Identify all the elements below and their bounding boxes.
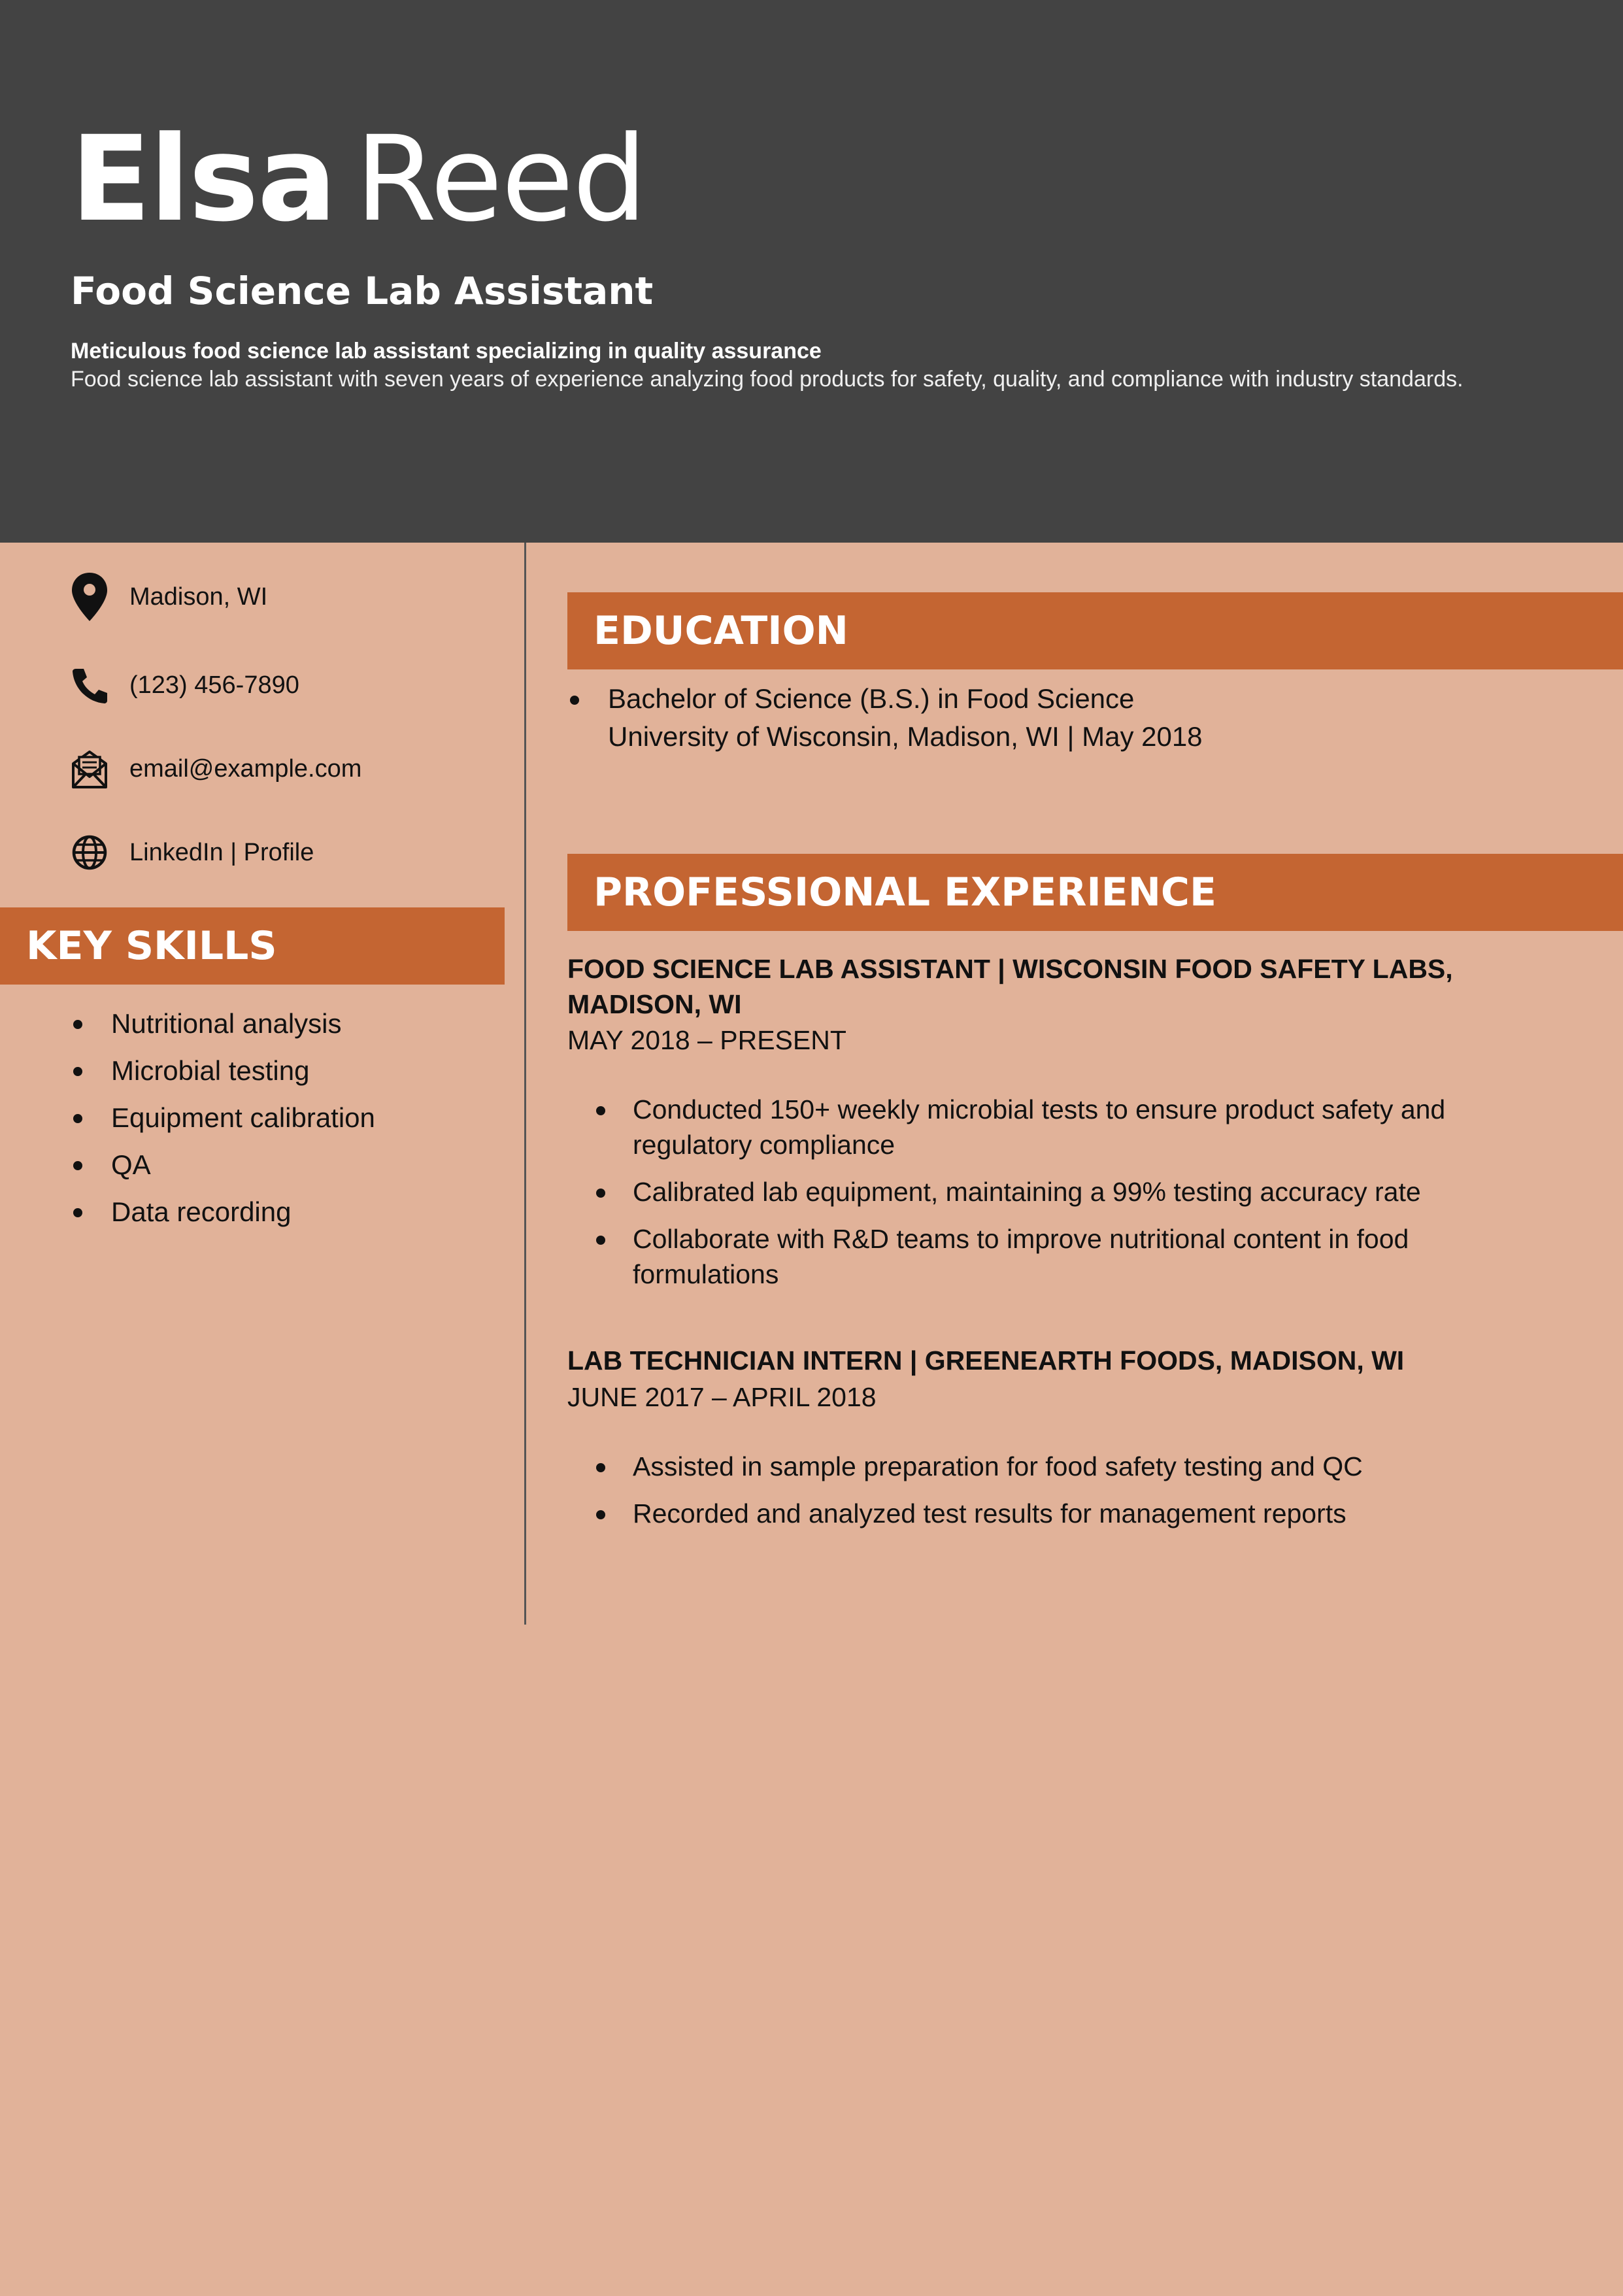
summary: Food science lab assistant with seven years of experience analyzing food products for safety, quality, and compliance with industry standards. <box>71 367 1464 392</box>
candidate-name <box>71 111 646 248</box>
list-item: Equipment calibration <box>71 1094 375 1141</box>
location-text: Madison, WI <box>129 583 268 611</box>
contact-location <box>71 571 515 623</box>
skills-list <box>71 1000 375 1236</box>
contact-phone <box>71 659 515 711</box>
contact-email <box>71 743 515 795</box>
phone-text[interactable]: (123) 456-7890 <box>129 671 299 699</box>
job-title-company: FOOD SCIENCE LAB ASSISTANT | WISCONSIN FOOD SAFETY LABS, MADISON, WI <box>567 954 1453 1019</box>
job-title-company: LAB TECHNICIAN INTERN | GREENEARTH FOODS, MADISON, WI <box>567 1345 1405 1376</box>
linkedin-text[interactable]: LinkedIn | Profile <box>129 839 314 866</box>
email-text[interactable]: email@example.com <box>129 755 362 783</box>
list-item: Assisted in sample preparation for food safety testing and QC <box>594 1449 1541 1484</box>
job-title: Food Science Lab Assistant <box>71 269 654 313</box>
education-heading: EDUCATION <box>567 592 1623 669</box>
first-name: Elsa <box>71 111 336 248</box>
job-bullets <box>594 1449 1541 1543</box>
job-bullets <box>594 1092 1541 1304</box>
resume-header <box>0 0 1623 543</box>
contact-linkedin <box>71 826 515 879</box>
map-pin-icon <box>71 571 109 623</box>
envelope-icon <box>71 743 109 795</box>
experience-heading: PROFESSIONAL EXPERIENCE <box>567 854 1623 931</box>
list-item: Nutritional analysis <box>71 1000 375 1047</box>
job-dates: JUNE 2017 – APRIL 2018 <box>567 1382 877 1412</box>
key-skills-heading: KEY SKILLS <box>0 907 505 985</box>
list-item: Data recording <box>71 1189 375 1236</box>
school: University of Wisconsin, Madison, WI | May 2018 <box>608 721 1203 752</box>
list-item: Collaborate with R&D teams to improve nutritional content in food formulations <box>594 1221 1541 1292</box>
globe-icon <box>71 826 109 879</box>
phone-icon <box>71 659 109 711</box>
degree: Bachelor of Science (B.S.) in Food Science <box>608 683 1135 714</box>
list-item: QA <box>71 1141 375 1189</box>
job-dates: MAY 2018 – PRESENT <box>567 1025 846 1055</box>
list-item: Conducted 150+ weekly microbial tests to ensure product safety and regulatory compliance <box>594 1092 1541 1162</box>
last-name: Reed <box>355 111 646 248</box>
list-item: Microbial testing <box>71 1047 375 1094</box>
list-item: Recorded and analyzed test results for management reports <box>594 1496 1541 1531</box>
column-divider <box>524 543 526 1625</box>
tagline: Meticulous food science lab assistant specializing in quality assurance <box>71 339 822 363</box>
list-item: Calibrated lab equipment, maintaining a 99% testing accuracy rate <box>594 1174 1541 1209</box>
education-entry <box>567 680 1203 756</box>
